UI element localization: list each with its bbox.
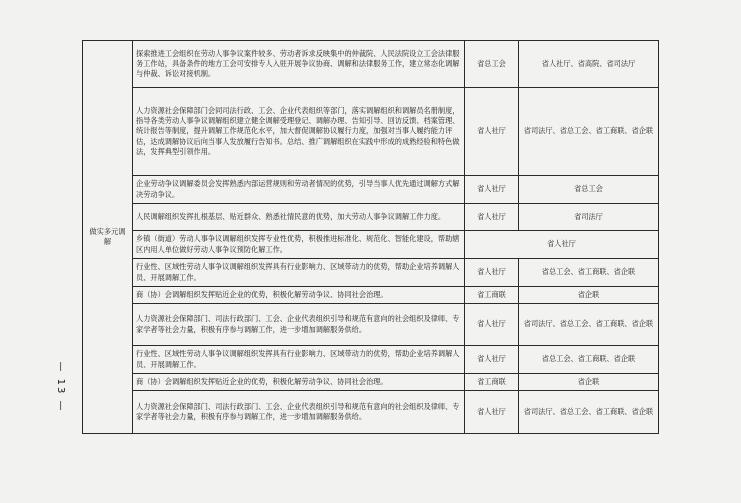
task-cell: 人力资源社会保障部门、司法行政部门、工会、企业代表组织引导和规范有意向的社会组织及律师、专家学者等社会力量，积极有序参与调解工作，进一步增加调解服务供给。 — [133, 304, 465, 346]
lead-unit-cell: 省工商联 — [465, 374, 519, 391]
coop-unit-cell: 省司法厅、省总工会、省工商联、省企联 — [519, 304, 659, 346]
lead-unit-cell: 省工商联 — [465, 287, 519, 304]
merged-unit-cell: 省人社厅 — [465, 231, 659, 259]
coop-unit-cell: 省总工会、省工商联、省企联 — [519, 259, 659, 287]
table-row — [83, 231, 659, 259]
lead-unit-cell: 省人社厅 — [465, 259, 519, 287]
table-row — [83, 287, 659, 304]
task-cell: 人力资源社会保障部门、司法行政部门、工会、企业代表组织引导和规范有意向的社会组织及律师、专家学者等社会力量，积极有序参与调解工作，进一步增加调解服务供给。 — [133, 391, 465, 434]
task-cell: 人民调解组织发挥扎根基层、贴近群众、熟悉社情民意的优势，加大劳动人事争议调解工作力度。 — [133, 204, 465, 231]
task-cell: 人力资源社会保障部门会同司法行政、工会、企业代表组织等部门，落实调解组织和调解员名册制度，指导各类劳动人事争议调解组织建立健全调解受理登记、调解办理、告知引导、回访反馈、档案管理、统计报告等制度，提升调解工作规范化水平，加大督促调解协议履行力度，加强对当事人履约能力评估，达成调解协议后向当事人发放履行告知书。总结、推广调解组织在实践中形成的成熟经验和特色做法，发挥典型引领作用。 — [133, 88, 465, 176]
lead-unit-cell: 省人社厅 — [465, 391, 519, 434]
task-cell: 行业性、区域性劳动人事争议调解组织发挥具有行业影响力、区域带动力的优势，帮助企业培养调解人员、开展调解工作。 — [133, 346, 465, 374]
coop-unit-cell: 省司法厅 — [519, 204, 659, 231]
coop-unit-cell: 省司法厅、省总工会、省工商联、省企联 — [519, 88, 659, 176]
category-cell: 做实多元调解 — [83, 41, 133, 434]
table-row — [83, 88, 659, 176]
coop-unit-cell: 省司法厅、省总工会、省工商联、省企联 — [519, 391, 659, 434]
table-row — [83, 204, 659, 231]
task-cell: 商（协）会调解组织发挥贴近企业的优势，积极化解劳动争议、协同社会治理。 — [133, 287, 465, 304]
table-row — [83, 391, 659, 434]
lead-unit-cell: 省总工会 — [465, 41, 519, 88]
table-row — [83, 304, 659, 346]
coop-unit-cell: 省总工会 — [519, 176, 659, 204]
coop-unit-cell: 省企联 — [519, 287, 659, 304]
coop-unit-cell: 省总工会、省工商联、省企联 — [519, 346, 659, 374]
table-row — [83, 374, 659, 391]
lead-unit-cell: 省人社厅 — [465, 88, 519, 176]
task-table — [82, 40, 659, 434]
table-row — [83, 176, 659, 204]
table-row — [83, 346, 659, 374]
table-row — [83, 41, 659, 88]
lead-unit-cell: 省人社厅 — [465, 176, 519, 204]
task-cell: 企业劳动争议调解委员会发挥熟悉内部运营规则和劳动者情况的优势，引导当事人优先通过调解方式解决劳动争议。 — [133, 176, 465, 204]
table-row — [83, 259, 659, 287]
task-cell: 探索推进工会组织在劳动人事争议案件较多、劳动者诉求反映集中的仲裁院、人民法院设立工会法律服务工作站，具备条件的地方工会可安排专人入驻开展争议协商、调解和法律服务工作，建立常态化调解与仲裁、诉讼对接机制。 — [133, 41, 465, 88]
page-number: — 13 — — [55, 361, 67, 413]
lead-unit-cell: 省人社厅 — [465, 204, 519, 231]
task-cell: 商（协）会调解组织发挥贴近企业的优势，积极化解劳动争议、协同社会治理。 — [133, 374, 465, 391]
task-cell: 乡镇（街道）劳动人事争议调解组织发挥专业性优势，积极推进标准化、规范化、智能化建设，帮助辖区内用人单位做好劳动人事争议预防化解工作。 — [133, 231, 465, 259]
coop-unit-cell: 省人社厅、省高院、省司法厅 — [519, 41, 659, 88]
lead-unit-cell: 省人社厅 — [465, 346, 519, 374]
task-cell: 行业性、区域性劳动人事争议调解组织发挥具有行业影响力、区域带动力的优势，帮助企业培养调解人员、开展调解工作。 — [133, 259, 465, 287]
coop-unit-cell: 省企联 — [519, 374, 659, 391]
lead-unit-cell: 省人社厅 — [465, 304, 519, 346]
